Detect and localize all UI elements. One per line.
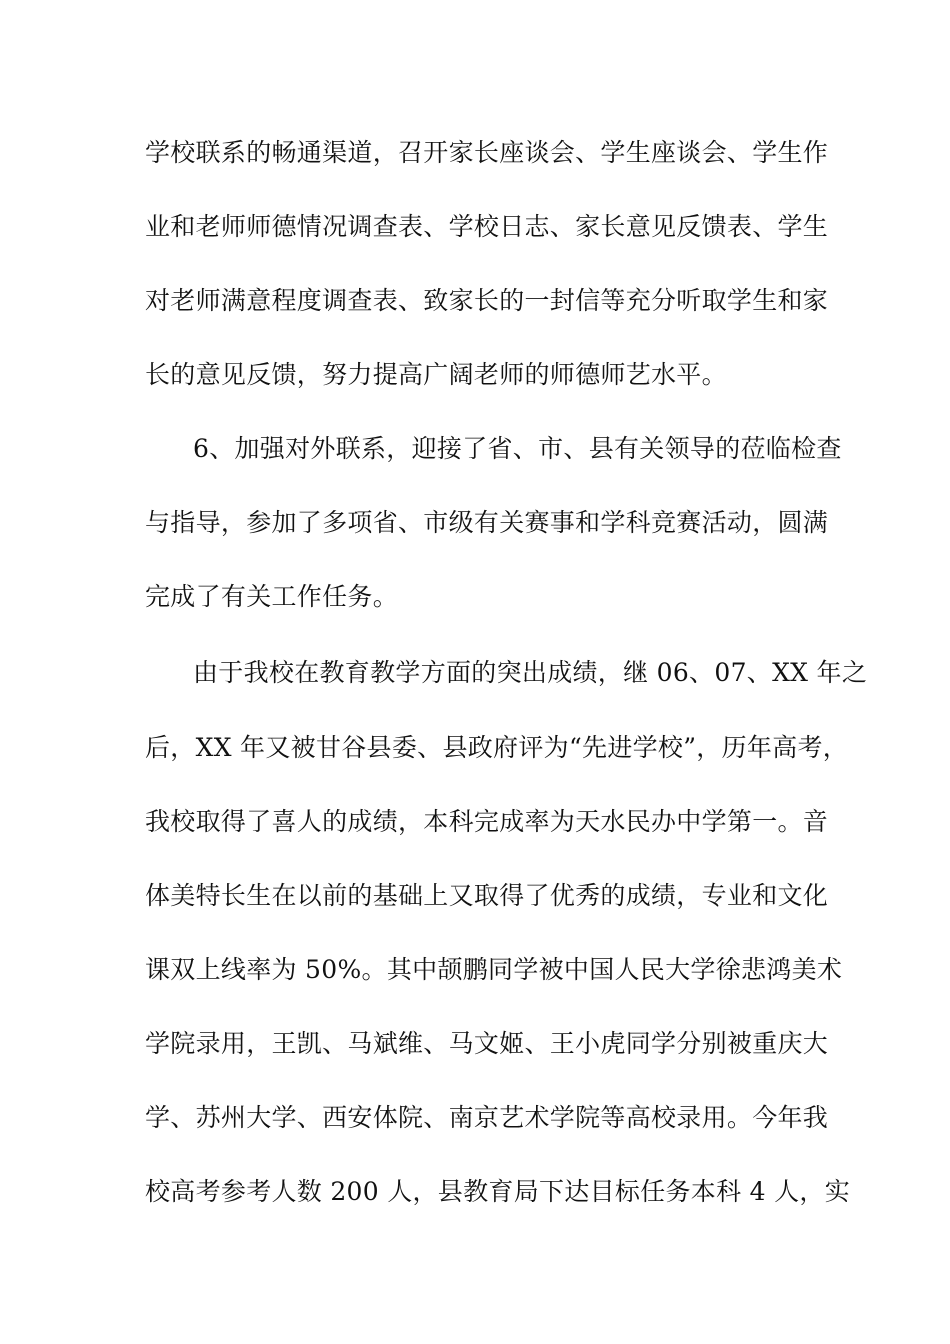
text-line: 与指导，参加了多项省、市级有关赛事和学科竞赛活动，圆满 [145, 508, 829, 537]
text-line: 我校取得了喜人的成绩，本科完成率为天水民办中学第一。音 [145, 807, 829, 836]
text-line: 完成了有关工作任务。 [145, 582, 399, 611]
text-line: 体美特长生在以前的基础上又取得了优秀的成绩，专业和文化 [145, 881, 829, 910]
text-line: 课双上线率为 50%。其中颉鹏同学被中国人民大学徐悲鸿美术 [145, 955, 843, 984]
text-line: 对老师满意程度调查表、致家长的一封信等充分听取学生和家 [145, 286, 829, 315]
text-line: 学、苏州大学、西安体院、南京艺术学院等高校录用。今年我 [145, 1103, 829, 1132]
text-line: 长的意见反馈，努力提高广阔老师的师德师艺水平。 [145, 360, 727, 389]
text-line: 学校联系的畅通渠道，召开家长座谈会、学生座谈会、学生作 [145, 138, 829, 167]
text-line: 后，XX 年又被甘谷县委、县政府评为“先进学校”，历年高考， [145, 733, 849, 762]
text-line: 学院录用，王凯、马斌维、马文姬、王小虎同学分别被重庆大 [145, 1029, 829, 1058]
paragraph-start-line: 由于我校在教育教学方面的突出成绩，继 06、07、XX 年之 [193, 658, 868, 687]
paragraph-start-line: 6、加强对外联系，迎接了省、市、县有关领导的莅临检查 [193, 434, 842, 463]
text-line: 校高考参考人数 200 人，县教育局下达目标任务本科 4 人，实 [145, 1177, 851, 1206]
text-line: 业和老师师德情况调查表、学校日志、家长意见反馈表、学生 [145, 212, 829, 241]
